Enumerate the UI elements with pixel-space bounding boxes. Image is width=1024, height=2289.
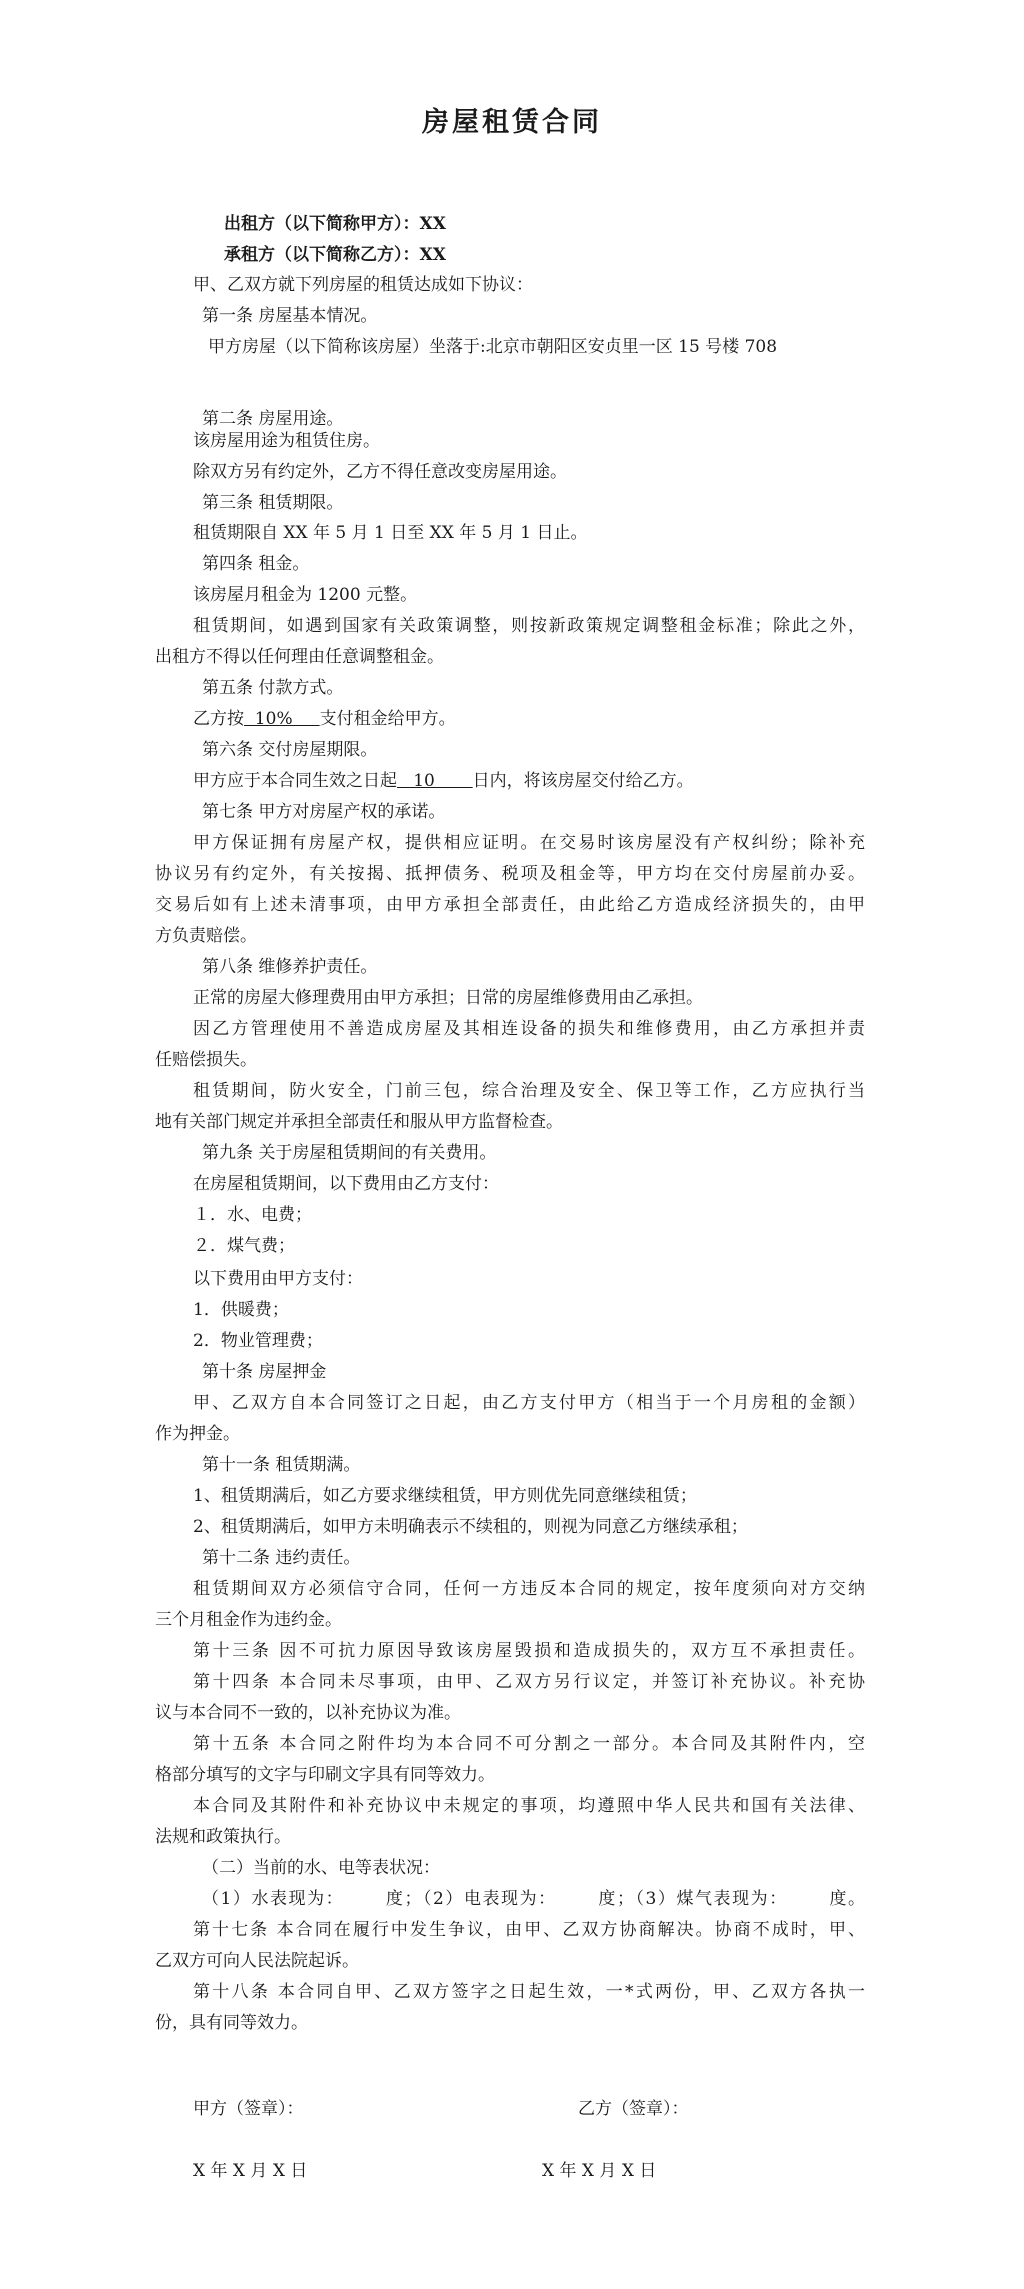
article-5-suffix: 支付租金给甲方。 bbox=[319, 709, 456, 729]
meters-title: （二）当前的水、电等表状况： bbox=[202, 1858, 440, 1878]
party-b-signature-block bbox=[542, 2094, 689, 2181]
article-8-text-2: 因乙方管理使用不善造成房屋及其相连设备的损失和维修费用，由乙方承担并责 bbox=[193, 1019, 865, 1039]
article-10-text-1: 甲、乙双方自本合同签订之日起，由乙方支付甲方（相当于一个月房租的金额） bbox=[193, 1393, 865, 1413]
article-13-text: 第十三条 因不可抗力原因导致该房屋毁损和造成损失的，双方互不承担责任。 bbox=[193, 1641, 865, 1661]
article-14-text-1: 第十四条 本合同未尽事项，由甲、乙双方另行议定，并签订补充协议。补充协 bbox=[193, 1672, 865, 1692]
article-2-title: 第二条 房屋用途。 bbox=[202, 409, 344, 429]
article-10-title: 第十条 房屋押金 bbox=[202, 1362, 327, 1382]
article-11-item-2: 2、租赁期满后，如甲方未明确表示不续租的，则视为同意乙方继续承租； bbox=[193, 1517, 748, 1537]
article-7-title: 第七条 甲方对房屋产权的承诺。 bbox=[202, 802, 446, 822]
payment-ratio-field: 10% bbox=[244, 709, 320, 729]
article-7-text-2: 协议另有约定外，有关按揭、抵押债务、税项及租金等，甲方均在交付房屋前办妥。 bbox=[155, 864, 865, 884]
party-b-signature-label: 乙方（签章）： bbox=[578, 2099, 689, 2119]
article-7-text-1: 甲方保证拥有房屋产权，提供相应证明。在交易时该房屋没有产权纠纷；除补充 bbox=[193, 833, 865, 853]
article-6-suffix: 日内，将该房屋交付给乙方。 bbox=[472, 771, 694, 791]
article-4-text-1: 该房屋月租金为 1200 元整。 bbox=[193, 585, 418, 605]
article-9-item-2: ２．煤气费； bbox=[193, 1236, 295, 1256]
article-11-title: 第十一条 租赁期满。 bbox=[202, 1455, 361, 1475]
article-5-title: 第五条 付款方式。 bbox=[202, 678, 344, 698]
article-8-text-4: 租赁期间，防火安全，门前三包，综合治理及安全、保卫等工作，乙方应执行当 bbox=[193, 1081, 865, 1101]
article-2-text-1: 该房屋用途为租赁住房。 bbox=[193, 431, 380, 451]
party-a-signature-label: 甲方（签章）： bbox=[193, 2099, 304, 2119]
article-1-text: 甲方房屋（以下简称该房屋）坐落于:北京市朝阳区安贞里一区 15 号楼 708 bbox=[208, 337, 778, 357]
article-8-text-5: 地有关部门规定并承担全部责任和服从甲方监督检查。 bbox=[155, 1112, 563, 1132]
article-17-text-2: 乙双方可向人民法院起诉。 bbox=[155, 1951, 359, 1971]
article-15-text-1: 第十五条 本合同之附件均为本合同不可分割之一部分。本合同及其附件内，空 bbox=[193, 1734, 865, 1754]
article-18-text-1: 第十八条 本合同自甲、乙双方签字之日起生效，一*式两份，甲、乙双方各执一 bbox=[193, 1982, 865, 2002]
article-4-text-2: 租赁期间，如遇到国家有关政策调整，则按新政策规定调整租金标准；除此之外， bbox=[193, 616, 865, 636]
article-3-text: 租赁期限自 XX 年 5 月 1 日至 XX 年 5 月 1 日止。 bbox=[193, 523, 588, 543]
article-4-title: 第四条 租金。 bbox=[202, 554, 310, 574]
article-3-title: 第三条 租赁期限。 bbox=[202, 493, 344, 513]
article-5-text bbox=[193, 704, 456, 734]
article-1-title: 第一条 房屋基本情况。 bbox=[202, 306, 378, 326]
supplement-text-2: 法规和政策执行。 bbox=[155, 1827, 291, 1847]
article-9-title: 第九条 关于房屋租赁期间的有关费用。 bbox=[202, 1143, 497, 1163]
article-15-text-2: 格部分填写的文字与印刷文字具有同等效力。 bbox=[155, 1765, 495, 1785]
article-4-text-3: 出租方不得以任何理由任意调整租金。 bbox=[155, 647, 444, 667]
delivery-days-field: 10 bbox=[397, 771, 473, 791]
article-9-item-4: 2．物业管理费； bbox=[193, 1331, 323, 1351]
article-8-text-3: 任赔偿损失。 bbox=[155, 1050, 257, 1070]
article-8-text-1: 正常的房屋大修理费用由甲方承担；日常的房屋维修费用由乙承担。 bbox=[193, 988, 703, 1008]
article-6-title: 第六条 交付房屋期限。 bbox=[202, 740, 378, 760]
article-7-text-4: 方负责赔偿。 bbox=[155, 926, 257, 946]
article-9-text-2: 以下费用由甲方支付： bbox=[193, 1269, 363, 1289]
article-6-text bbox=[193, 766, 694, 796]
article-9-item-3: 1．供暖费； bbox=[193, 1300, 289, 1320]
party-a-signature-block bbox=[193, 2094, 308, 2181]
article-6-prefix: 甲方应于本合同生效之日起 bbox=[193, 771, 397, 791]
party-a-date: X 年 X 月 X 日 bbox=[193, 2161, 308, 2181]
article-17-text-1: 第十七条 本合同在履行中发生争议，由甲、乙双方协商解决。协商不成时，甲、 bbox=[193, 1920, 865, 1940]
party-b-date: X 年 X 月 X 日 bbox=[542, 2161, 657, 2181]
article-18-text-2: 份，具有同等效力。 bbox=[155, 2013, 308, 2033]
article-12-text-2: 三个月租金作为违约金。 bbox=[155, 1610, 342, 1630]
article-5-prefix: 乙方按 bbox=[193, 709, 244, 729]
meters-line: （1）水表现为： 度；（2）电表现为： 度；（3）煤气表现为： 度。 bbox=[202, 1889, 865, 1909]
article-10-text-2: 作为押金。 bbox=[155, 1424, 240, 1444]
article-12-title: 第十二条 违约责任。 bbox=[202, 1548, 361, 1568]
article-12-text-1: 租赁期间双方必须信守合同，任何一方违反本合同的规定，按年度须向对方交纳 bbox=[193, 1579, 865, 1599]
document-title: 房屋租赁合同 bbox=[422, 107, 602, 138]
article-8-title: 第八条 维修养护责任。 bbox=[202, 957, 378, 977]
intro-line: 甲、乙双方就下列房屋的租赁达成如下协议： bbox=[193, 275, 533, 295]
lessee-line: 承租方（以下简称乙方）：XX bbox=[224, 245, 446, 265]
article-7-text-3: 交易后如有上述未清事项，由甲方承担全部责任，由此给乙方造成经济损失的，由甲 bbox=[155, 895, 865, 915]
article-11-item-1: 1、租赁期满后，如乙方要求继续租赁，甲方则优先同意继续租赁； bbox=[193, 1486, 697, 1506]
article-14-text-2: 议与本合同不一致的，以补充协议为准。 bbox=[155, 1703, 461, 1723]
article-9-text-1: 在房屋租赁期间，以下费用由乙方支付： bbox=[193, 1174, 499, 1194]
lessor-line: 出租方（以下简称甲方）：XX bbox=[224, 214, 446, 234]
article-2-text-2: 除双方另有约定外，乙方不得任意改变房屋用途。 bbox=[193, 462, 567, 482]
supplement-text-1: 本合同及其附件和补充协议中未规定的事项，均遵照中华人民共和国有关法律、 bbox=[193, 1796, 865, 1816]
article-9-item-1: １．水、电费； bbox=[193, 1205, 312, 1225]
